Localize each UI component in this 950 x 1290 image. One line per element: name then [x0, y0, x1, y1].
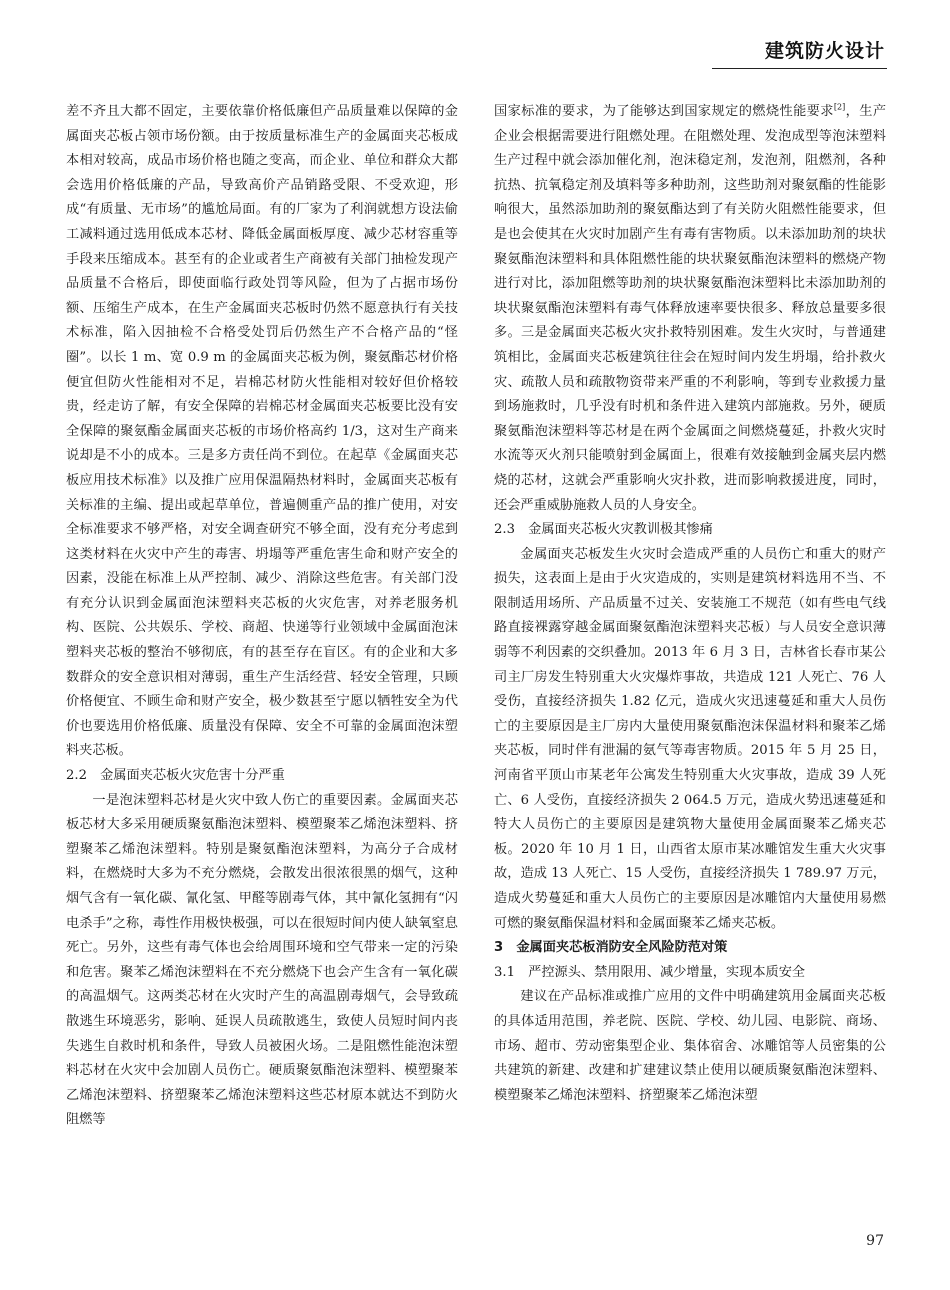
body-paragraph [494, 100, 886, 518]
paragraph-text: 国家标准的要求，为了能够达到国家规定的燃烧性能要求 [494, 104, 834, 119]
header-rule [712, 68, 887, 69]
section-heading-3: 3 金属面夹芯板消防安全风险防范对策 [494, 940, 728, 956]
left-column [66, 100, 458, 1133]
journal-section-title: 建筑防火设计 [764, 40, 885, 62]
page-number: 97 [866, 1233, 884, 1249]
reference-marker: [2] [833, 102, 846, 112]
body-paragraph: 差不齐且大都不固定，主要依靠价格低廉但产品质量难以保障的金属面夹芯板占领市场份额。由于按质量标准生产的金属面夹芯板成本相对较高，成品市场价格也随之变高，而企业、单位和群众大都会选用价格低廉的产品，导致高价产品销路受限、不受欢迎，形成“有质量、无市场”的尴尬局面。有的厂家为了利润就想方设法偷工减料通过选用低成本芯材、降低金属面板厚度、减少芯材容重等手段来压缩成本。甚至有的企业或者生产商被有关部门抽检发现产品质量不合格后，即使面临行政处罚等风险，但为了占据市场份额、压缩生产成本，在生产金属面夹芯板时仍然不愿意执行有关技术标准，陷入因抽检不合格受处罚后仍然生产不合格产品的“怪圈”。以长 1 m、宽 0.9 m 的金属面夹芯板为例，聚氨酯芯材价格便宜但防火性能相对不足，岩棉芯材防火性能相对较好但价格较贵，经走访了解，有安全保障的岩棉芯材金属面夹芯板要比没有安全保障的聚氨酯金属面夹芯板的市场价格高约 1/3，这对生产商来说却是不小的成本。三是多方责任尚不到位。在起草《金属面夹芯板应用技术标准》以及推广应用保温隔热材料时，金属面夹芯板有关标准的主编、提出或起草单位，普遍侧重产品的推广使用，对安全标准要求不够严格，对安全调查研究不够全面，没有充分考虑到这类材料在火灾中产生的毒害、坍塌等严重危害生命和财产安全的因素，没能在标准上从严控制、减少、消除这些危害。有关部门没有充分认识到金属面泡沫塑料夹芯板的火灾危害，对养老服务机构、医院、公共娱乐、学校、商超、快递等行业领域中金属面泡沫塑料夹芯板的整治不够彻底，有的甚至存在盲区。有的企业和大多数群众的安全意识相对薄弱，重生产生活经营、轻安全管理，只顾价格便宜、不顾生命和财产安全，极少数甚至宁愿以牺牲安全为代价也要选用价格低廉、质量没有保障、安全不可靠的金属面泡沫塑料夹芯板。 [66, 104, 458, 759]
paragraph-text: ，生产企业会根据需要进行阻燃处理。在阻燃处理、发泡成型等泡沫塑料生产过程中就会添加催化剂，泡沫稳定剂，发泡剂，阻燃剂，各种抗热、抗氧稳定剂及填料等多种助剂，这些助剂对聚氨酯的性能影响很大，虽然添加助剂的聚氨酯达到了有关防火阻燃性能要求，但是也会使其在火灾时加剧产生有毒有害物质。以未添加助剂的块状聚氨酯泡沫塑料和具体阻燃性能的块状聚氨酯泡沫塑料的燃烧产物进行对比，添加阻燃等助剂的块状聚氨酯泡沫塑料比未添加助剂的块状聚氨酯泡沫塑料有毒气体释放速率要快很多、释放总量要多很多。三是金属面夹芯板火灾扑救特别困难。发生火灾时，与普通建筑相比，金属面夹芯板建筑往往会在短时间内发生坍塌，给扑救火灾、疏散人员和疏散物资带来严重的不利影响，等到专业救援力量到场施救时，几乎没有时机和条件进入建筑内部施救。另外，硬质聚氨酯泡沫塑料等芯材是在两个金属面之间燃烧蔓延，扑救火灾时水流等灭火剂只能喷射到金属面上，很难有效接触到金属夹层内燃烧的芯材，这就会严重影响火灾扑救，进而影响救援进度，同时，还会严重威胁施救人员的人身安全。 [494, 104, 887, 513]
body-paragraph: 一是泡沫塑料芯材是火灾中致人伤亡的重要因素。金属面夹芯板芯材大多采用硬质聚氨酯泡沫塑料、模塑聚苯乙烯泡沫塑料、挤塑聚苯乙烯泡沫塑料。特别是聚氨酯泡沫塑料，为高分子合成材料，在燃烧时大多为不充分燃烧，会散发出很浓很黑的烟气，这种烟气含有一氧化碳、氰化氢、甲醛等剧毒气体，其中氰化氢拥有“闪电杀手”之称，毒性作用极快极强，可以在很短时间内使人缺氧窒息死亡。另外，这些有毒气体也会给周围环境和空气带来一定的污染和危害。聚苯乙烯泡沫塑料在不充分燃烧下也会产生含有一氧化碳的高温烟气。这两类芯材在火灾时产生的高温剧毒烟气，会导致疏散逃生环境恶劣，影响、延误人员疏散逃生，致使人员短时间内丧失逃生自救时机和条件，导致人员被困火场。二是阻燃性能泡沫塑料芯材在火灾中会加剧人员伤亡。硬质聚氨酯泡沫塑料、模塑聚苯乙烯泡沫塑料、挤塑聚苯乙烯泡沫塑料这些芯材原本就达不到防火阻燃等 [66, 792, 458, 1128]
subsection-heading-2-3: 2.3 金属面夹芯板火灾教训极其惨痛 [494, 522, 713, 538]
body-paragraph: 建议在产品标准或推广应用的文件中明确建筑用金属面夹芯板的具体适用范围，养老院、医院、学校、幼儿园、电影院、商场、市场、超市、劳动密集型企业、集体宿舍、冰雕馆等人员密集的公共建筑的新建、改建和扩建建议禁止使用以硬质聚氨酯泡沫塑料、模塑聚苯乙烯泡沫塑料、挤塑聚苯乙烯泡沫塑 [494, 989, 886, 1103]
subsection-heading-3-1: 3.1 严控源头、禁用限用、减少增量，实现本质安全 [494, 964, 806, 980]
body-paragraph: 金属面夹芯板发生火灾时会造成严重的人员伤亡和重大的财产损失，这表面上是由于火灾造成的，实则是建筑材料选用不当、不限制适用场所、产品质量不过关、安装施工不规范（如有些电气线路直接裸露穿越金属面聚氨酯泡沫塑料夹芯板）与人员安全意识薄弱等不利因素的交织叠加。2013 年 6 月 3 日，吉林省长春市某公司主厂房发生特别重大火灾爆炸事故，共造成 121 人死亡、76 人受伤，直接经济损失 1.82 亿元，造成火灾迅速蔓延和重大人员伤亡的主要原因是主厂房内大量使用聚氨酯泡沫保温材料和聚苯乙烯夹芯板，同时伴有泄漏的氨气等毒害物质。2015 年 5 月 25 日，河南省平顶山市某老年公寓发生特别重大火灾事故，造成 39 人死亡、6 人受伤，直接经济损失 2 064.5 万元，造成火势迅速蔓延和特大人员伤亡的主要原因是建筑物大量使用金属面聚苯乙烯夹芯板。2020 年 10 月 1 日，山西省太原市某冰雕馆发生重大火灾事故，造成 13 人死亡、15 人受伤，直接经济损失 1 789.97 万元，造成火势蔓延和重大人员伤亡的主要原因是冰雕馆内大量使用易燃可燃的聚氨酯保温材料和金属面聚苯乙烯夹芯板。 [494, 546, 886, 931]
subsection-heading-2-2: 2.2 金属面夹芯板火灾危害十分严重 [66, 768, 285, 784]
right-column [494, 100, 886, 1108]
